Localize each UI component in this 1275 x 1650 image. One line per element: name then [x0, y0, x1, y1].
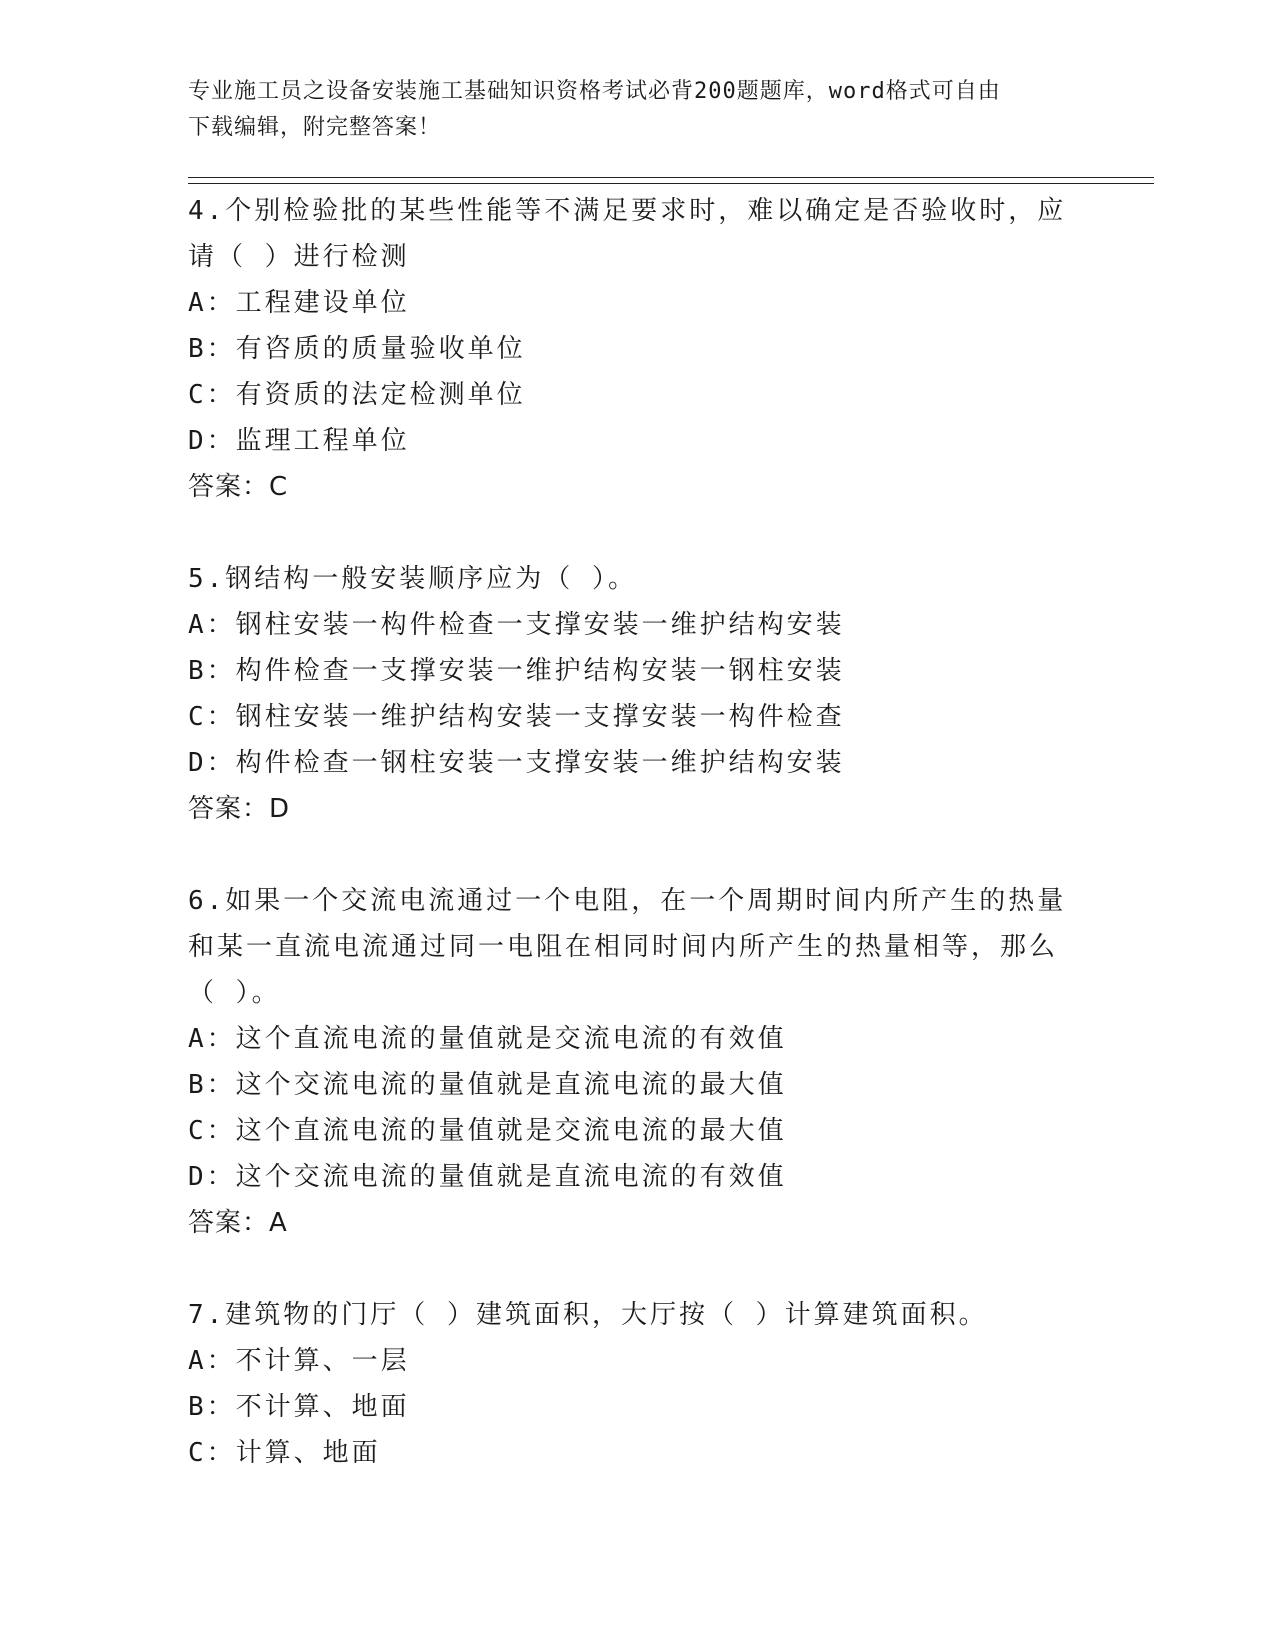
- answer: 答案：A: [188, 1208, 288, 1238]
- document-header: [188, 74, 1088, 146]
- option-c: C：计算、地面: [188, 1438, 381, 1468]
- option-b: B：构件检查一支撑安装一维护结构安装一钢柱安装: [188, 656, 845, 686]
- option-d: D：这个交流电流的量值就是直流电流的有效值: [188, 1162, 787, 1192]
- option-d: D：构件检查一钢柱安装一支撑安装一维护结构安装: [188, 748, 845, 778]
- header-line-2: 下载编辑，附完整答案！: [188, 115, 442, 140]
- question-stem: 4.个别检验批的某些性能等不满足要求时，难以确定是否验收时，应: [188, 196, 1067, 226]
- option-b: B：有咨质的质量验收单位: [188, 334, 526, 364]
- answer: 答案：C: [188, 472, 289, 502]
- option-c: C：这个直流电流的量值就是交流电流的最大值: [188, 1116, 787, 1146]
- option-c: C：有资质的法定检测单位: [188, 380, 526, 410]
- question-4: [188, 188, 1088, 510]
- option-a: A：钢柱安装一构件检查一支撑安装一维护结构安装: [188, 610, 845, 640]
- header-line-1: 专业施工员之设备安装施工基础知识资格考试必背200题题库，word格式可自由: [188, 79, 1001, 104]
- question-stem: 7.建筑物的门厅（ ）建筑面积，大厅按（ ）计算建筑面积。: [188, 1300, 988, 1330]
- option-d: D：监理工程单位: [188, 426, 410, 456]
- option-b: B：这个交流电流的量值就是直流电流的最大值: [188, 1070, 787, 1100]
- question-7: [188, 1292, 1088, 1476]
- question-list: [188, 188, 1088, 1476]
- option-b: B：不计算、地面: [188, 1392, 410, 1422]
- question-stem: 请（ ）进行检测: [188, 242, 410, 272]
- answer: 答案：D: [188, 794, 291, 824]
- question-stem: （ ）。: [188, 978, 281, 1008]
- option-a: A：不计算、一层: [188, 1346, 410, 1376]
- option-a: A：工程建设单位: [188, 288, 410, 318]
- option-c: C：钢柱安装一维护结构安装一支撑安装一构件检查: [188, 702, 845, 732]
- header-divider-bottom: [188, 183, 1154, 184]
- question-5: [188, 556, 1088, 832]
- header-divider-top: [188, 177, 1154, 178]
- question-stem: 6.如果一个交流电流通过一个电阻，在一个周期时间内所产生的热量: [188, 886, 1067, 916]
- question-stem: 和某一直流电流通过同一电阻在相同时间内所产生的热量相等，那么: [188, 932, 1059, 962]
- option-a: A：这个直流电流的量值就是交流电流的有效值: [188, 1024, 787, 1054]
- question-6: [188, 878, 1088, 1246]
- question-stem: 5.钢结构一般安装顺序应为（ ）。: [188, 564, 637, 594]
